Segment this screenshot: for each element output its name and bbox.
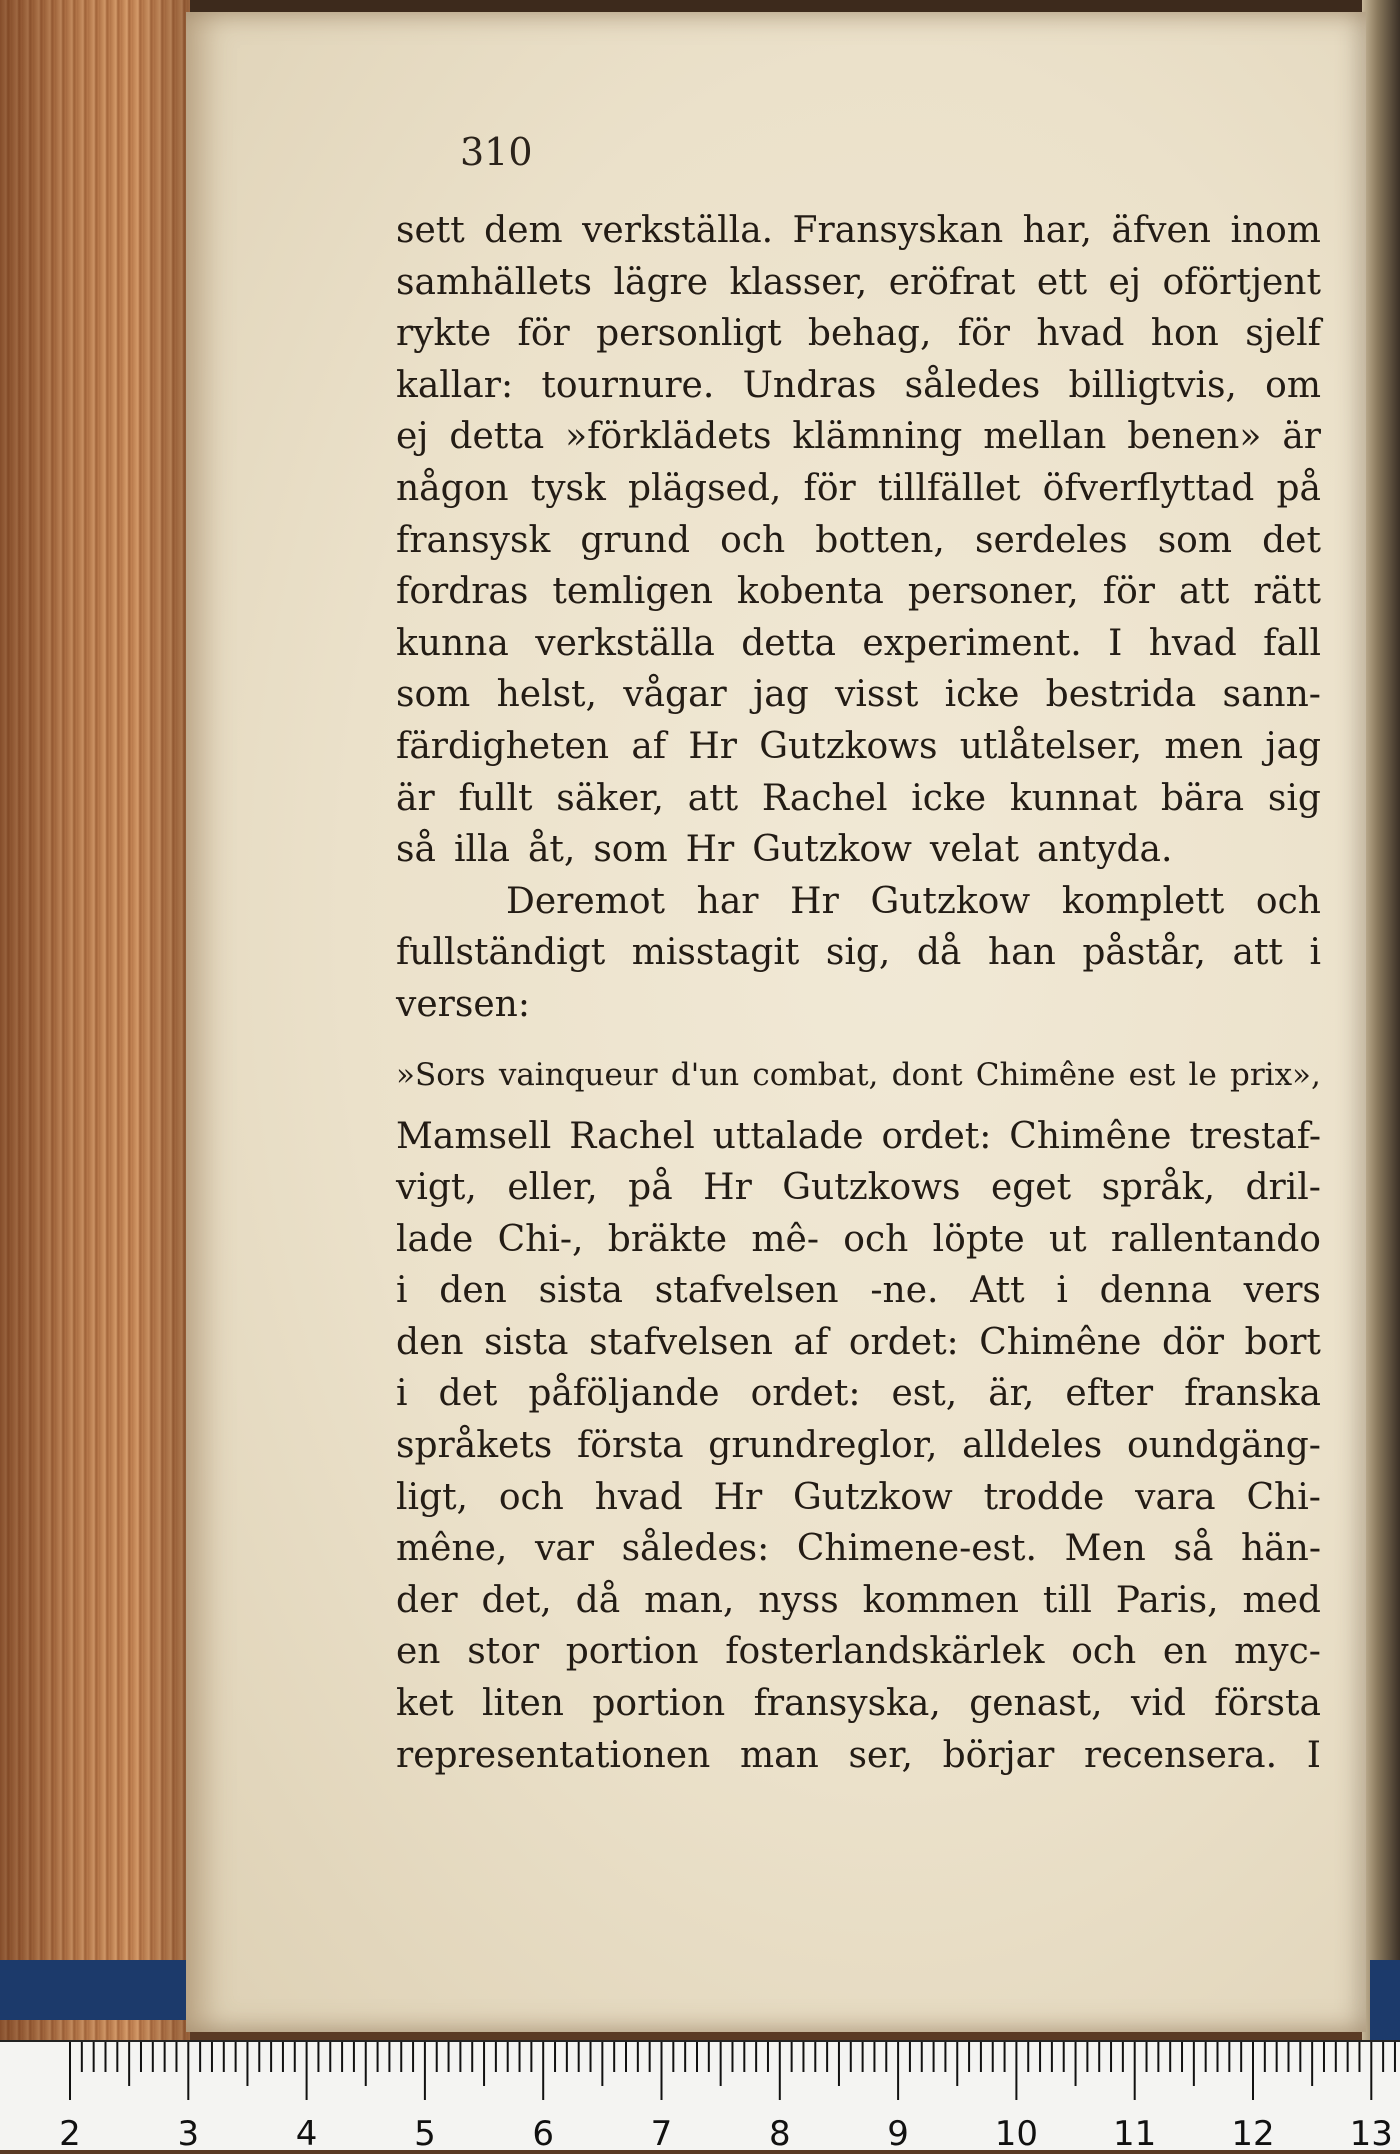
text-line: versen: (396, 983, 530, 1025)
text-line: Deremot har Hr Gutzkow komplett och (506, 880, 1321, 922)
ruler-label: 11 (1113, 2114, 1157, 2154)
page-text (396, 205, 1321, 1781)
text-line: är fullt säker, att Rachel icke kunnat bära sig (396, 777, 1321, 819)
text-line: den sista stafvelsen af ordet: Chimêne dör bort (396, 1321, 1321, 1363)
text-line: en stor portion fosterlandskärlek och en myc- (396, 1631, 1321, 1673)
ruler-label: 3 (177, 2114, 200, 2154)
text-line: der det, då man, nyss kommen till Paris, med (396, 1579, 1321, 1621)
cover-edge-right (1370, 1960, 1400, 2040)
quoted-verse: »Sors vainqueur d'un combat, dont Chimêne est le prix», (396, 1056, 1321, 1093)
cover-edge-left (0, 1960, 190, 2020)
measuring-ruler (0, 2040, 1400, 2154)
text-line: vigt, eller, på Hr Gutzkows eget språk, dril- (396, 1167, 1321, 1209)
ruler-label: 12 (1231, 2114, 1275, 2154)
text-line: kunna verkställa detta experiment. I hvad fall (396, 622, 1321, 664)
text-line: fordras temligen kobenta personer, för att rätt (396, 571, 1321, 613)
page-number: 310 (460, 130, 533, 174)
text-line: mêne, var således: Chimene-est. Men så hän- (396, 1528, 1321, 1570)
text-line: sett dem verkställa. Fransyskan har, äfven inom (396, 210, 1321, 251)
ruler-label: 9 (887, 2114, 909, 2154)
ruler-label: 13 (1349, 2114, 1393, 2154)
ruler-label: 10 (994, 2114, 1039, 2154)
text-line: kallar: tournure. Undras således billigtvis, om (396, 364, 1321, 406)
text-line: någon tysk plägsed, för tillfället öfverflyttad på (396, 467, 1321, 509)
text-line: representationen man ser, börjar recensera. I (396, 1734, 1321, 1776)
ruler-label: 2 (59, 2114, 81, 2154)
text-line: så illa åt, som Hr Gutzkow velat antyda. (396, 829, 1173, 871)
text-line: fransysk grund och botten, serdeles som det (396, 519, 1321, 561)
text-line: fullständigt misstagit sig, då han påstår, att i (396, 932, 1321, 974)
ruler-labels (0, 2042, 1400, 2154)
text-line: i den sista stafvelsen -ne. Att i denna vers (396, 1270, 1321, 1312)
text-line: i det påföljande ordet: est, är, efter franska (396, 1373, 1321, 1415)
text-line: som helst, vågar jag visst icke bestrida sann- (396, 674, 1321, 716)
text-line: språkets första grundreglor, alldeles oundgäng- (396, 1425, 1321, 1467)
ruler-label: 5 (414, 2114, 436, 2154)
ruler-label: 6 (532, 2114, 555, 2154)
text-line: lade Chi-, bräkte mê- och löpte ut rallentando (396, 1218, 1321, 1260)
text-line: ligt, och hvad Hr Gutzkow trodde vara Chi- (396, 1476, 1321, 1518)
text-line: färdigheten af Hr Gutzkows utlåtelser, men jag (396, 725, 1321, 767)
text-line: rykte för personligt behag, för hvad hon sjelf (396, 313, 1321, 355)
ruler-label: 8 (768, 2114, 791, 2154)
ruler-label: 4 (295, 2114, 318, 2154)
page-edges-shadow (0, 0, 190, 2040)
text-line: Mamsell Rachel uttalade ordet: Chimêne trestaf- (396, 1115, 1321, 1157)
text-line: samhällets lägre klasser, eröfrat ett ej oförtjent (396, 261, 1321, 303)
binding-edge-right (1362, 0, 1400, 2040)
text-line: ej detta »förklädets klämning mellan benen» är (396, 416, 1321, 458)
ruler-label: 7 (650, 2114, 673, 2154)
text-line: ket liten portion fransyska, genast, vid första (396, 1683, 1321, 1725)
